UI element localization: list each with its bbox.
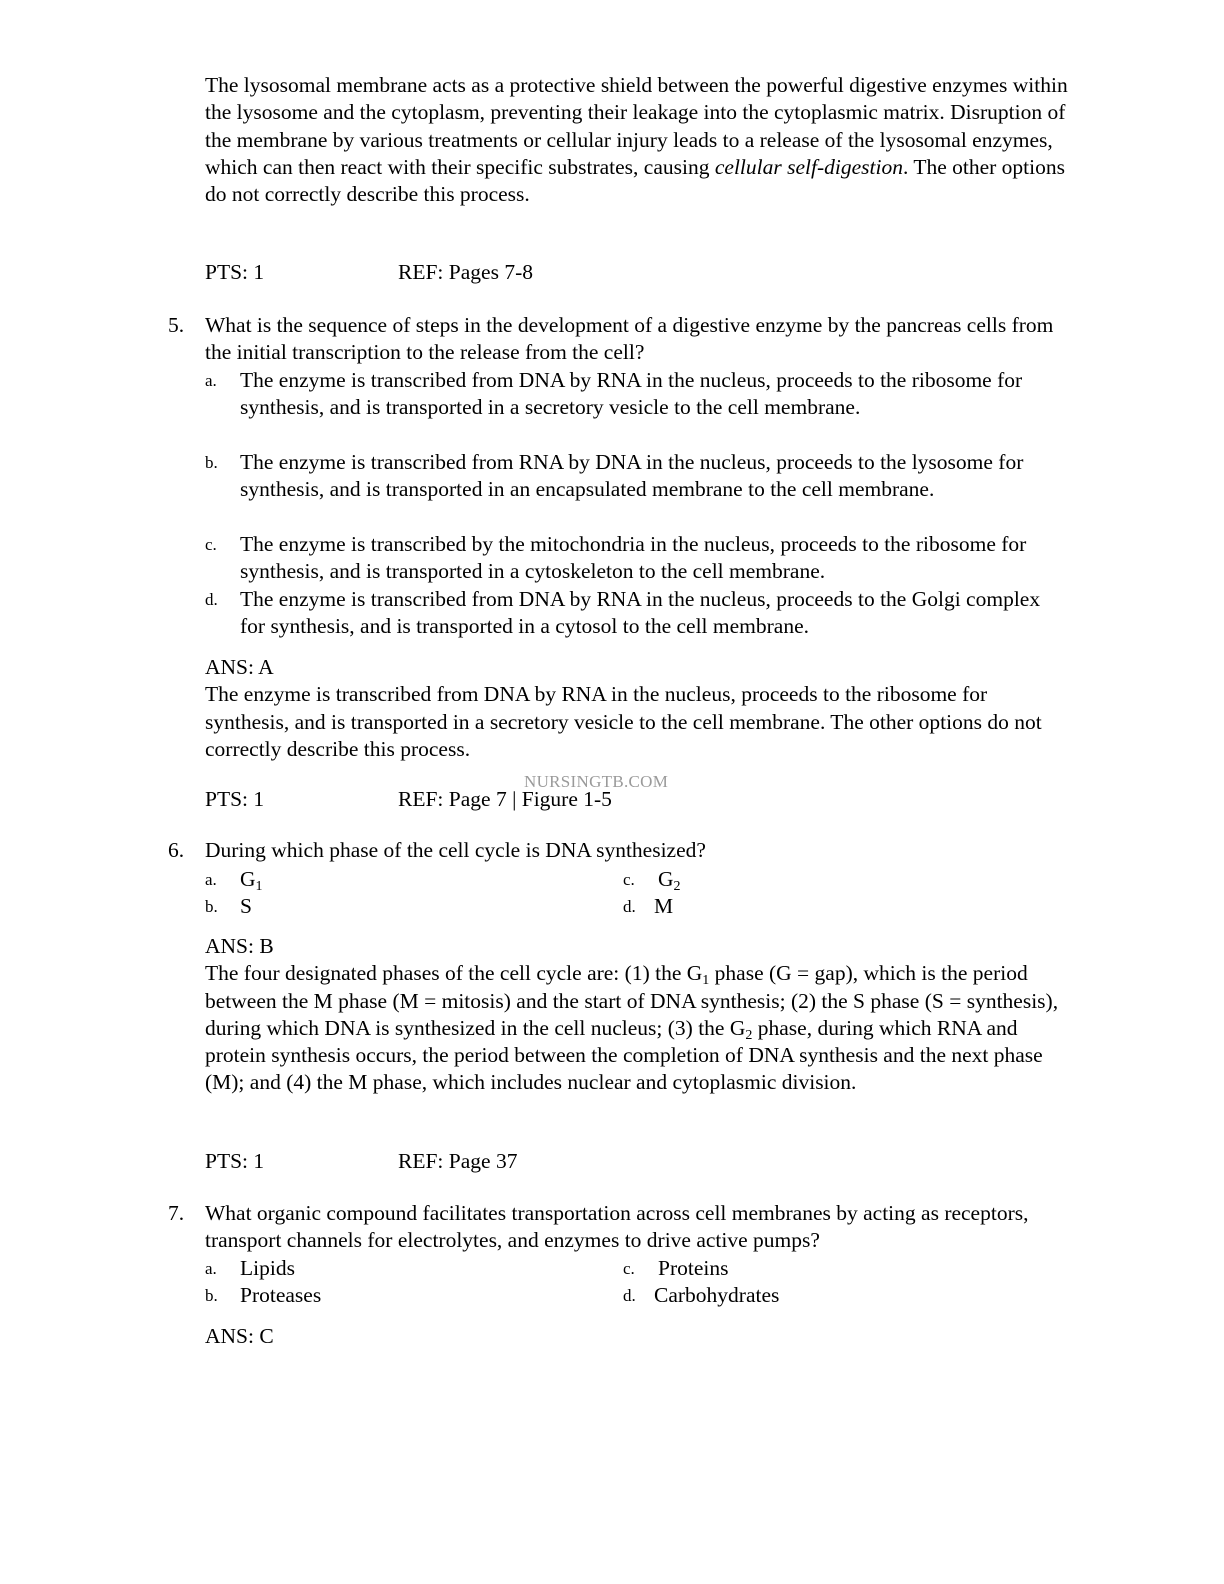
- q4-rationale: [205, 72, 1075, 208]
- q6-option-d-letter: d.: [623, 897, 636, 916]
- q5-rationale: The enzyme is transcribed from DNA by RNA in the nucleus, proceeds to the ribosome for synthesis, and is transported in a secretory vesicle to the cell membrane. The other options do not correctly describe this process.: [205, 682, 1042, 761]
- q7-option-d-text: Carbohydrates: [654, 1283, 780, 1307]
- q7-option-c-letter: c.: [623, 1259, 635, 1278]
- q7-stem: What organic compound facilitates transportation across cell membranes by acting as receptors, transport channels for electrolytes, and enzymes to drive active pumps?: [205, 1201, 1029, 1253]
- q6-option-c-letter: c.: [623, 870, 635, 889]
- q6-option-a-text: G: [240, 867, 256, 891]
- q4-pts: PTS: 1: [205, 260, 265, 284]
- q6-rationale: [205, 960, 1075, 1096]
- q5-option-c-text: The enzyme is transcribed by the mitochondria in the nucleus, proceeds to the ribosome for synthesis, and is transported in a cytoskeleton to the cell membrane.: [240, 532, 1027, 584]
- q7-option-b-text: Proteases: [240, 1283, 322, 1307]
- q5-answer-block: [205, 654, 1075, 763]
- q4-rationale-text-b: . The other options do not correctly describe this process.: [205, 154, 1065, 207]
- q7-number: 7.: [168, 1201, 185, 1225]
- q7-option-a-text: Lipids: [240, 1256, 295, 1280]
- q7-answer-block: [205, 1323, 1075, 1350]
- q5-option-a-letter: a.: [205, 371, 217, 390]
- q6-option-a-sub: 1: [255, 879, 263, 894]
- q6-number: 6.: [168, 838, 185, 862]
- q7-answer: ANS: C: [205, 1324, 274, 1348]
- q5-ref: REF: Page 7 | Figure 1-5: [398, 787, 612, 811]
- q6-ref: REF: Page 37: [398, 1149, 518, 1173]
- q5-option-b-letter: b.: [205, 453, 218, 472]
- q6-option-a-letter: a.: [205, 870, 217, 889]
- q6-option-d-text: M: [654, 894, 674, 918]
- q4-rationale-italic: cellular self-digestion: [714, 154, 903, 179]
- q5-option-d-letter: d.: [205, 590, 218, 609]
- q6-rationale-part2: phase (G = gap), which is the period between the M phase (M = mitosis) and the start of DNA synthesis; (2) the S phase (S = synthesis), during which DNA is synthesized in the cell nucleus; (3) the G: [205, 961, 1059, 1040]
- q6-option-b-letter: b.: [205, 897, 218, 916]
- q4-ref: REF: Pages 7-8: [398, 260, 533, 284]
- q6-answer-block: [205, 933, 1075, 1097]
- q4-rationale-text-a: The lysosomal membrane acts as a protective shield between the powerful digestive enzymes within the lysosome and the cytoplasm, preventing their leakage into the cytoplasmic matrix. Disruption of the membrane by various treatments or cellular injury leads to a release of the lysosomal enzymes, which can then react with their specific substrates, causing: [205, 73, 1068, 179]
- q6-rationale-sub2: 2: [745, 1027, 753, 1043]
- q6-rationale-part3: phase, during which RNA and protein synthesis occurs, the period between the completion of DNA synthesis and the next phase (M); and (4) the M phase, which includes nuclear and cytoplasmic division.: [205, 1015, 1043, 1095]
- q6-option-c-sub: 2: [673, 879, 681, 894]
- q5-stem: What is the sequence of steps in the development of a digestive enzyme by the pancreas cells from the initial transcription to the release from the cell?: [205, 313, 1054, 365]
- q7-option-b-letter: b.: [205, 1286, 218, 1305]
- q5-option-a-text: The enzyme is transcribed from DNA by RNA in the nucleus, proceeds to the ribosome for synthesis, and is transported in a secretory vesicle to the cell membrane.: [240, 368, 1023, 420]
- q6-answer: ANS: B: [205, 934, 274, 958]
- q5-option-d-text: The enzyme is transcribed from DNA by RNA in the nucleus, proceeds to the Golgi complex for synthesis, and is transported in a cytosol to the cell membrane.: [240, 587, 1041, 639]
- q6-stem: During which phase of the cell cycle is DNA synthesized?: [205, 838, 706, 862]
- q6-pts: PTS: 1: [205, 1149, 265, 1173]
- q6-rationale-sub1: 1: [702, 973, 710, 989]
- q5-option-c-letter: c.: [205, 535, 217, 554]
- q5-number: 5.: [168, 313, 185, 337]
- q6-option-c-text: G: [658, 867, 674, 891]
- q6-rationale-part1: The four designated phases of the cell cycle are: (1) the G: [205, 961, 703, 986]
- q5-option-b-text: The enzyme is transcribed from RNA by DNA in the nucleus, proceeds to the lysosome for synthesis, and is transported in an encapsulated membrane to the cell membrane.: [240, 450, 1024, 502]
- q7-option-a-letter: a.: [205, 1259, 217, 1278]
- q6-option-b-text: S: [240, 894, 252, 918]
- watermark: NURSINGTB.COM: [524, 772, 669, 791]
- q5-pts: PTS: 1: [205, 787, 265, 811]
- q5-answer: ANS: A: [205, 655, 274, 679]
- q7-option-d-letter: d.: [623, 1286, 636, 1305]
- q7-option-c-text: Proteins: [658, 1256, 729, 1280]
